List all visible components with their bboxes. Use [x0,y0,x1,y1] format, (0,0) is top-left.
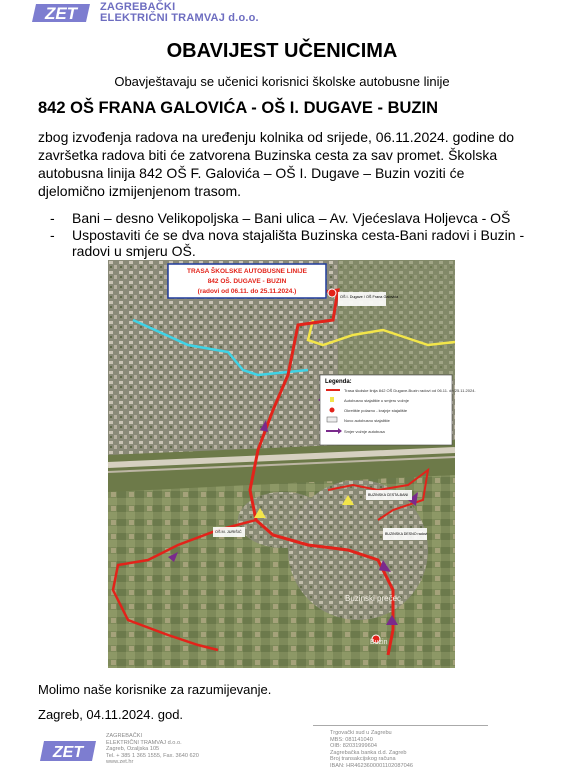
date-line: Zagreb, 04.11.2024. god. [38,707,184,722]
footer-registration [330,730,413,770]
notice-intro: Obavještavaju se učenici korisnici školske autobusne linije [114,74,450,89]
footer-divider [313,725,488,726]
closing-note: Molimo naše korisnike za razumijevanje. [38,682,272,697]
svg-text:Legenda:: Legenda: [325,379,352,385]
notice-title: OBAVIJEST UČENICIMA [166,40,398,62]
footer-line: Zagreb, Ozaljska 105 [106,746,160,753]
svg-text:TRASA ŠKOLSKE AUTOBUSNE LINIJE: TRASA ŠKOLSKE AUTOBUSNE LINIJE [186,268,308,275]
svg-text:BUZINSKA CESTA-BANI: BUZINSKA CESTA-BANI [368,493,409,497]
bus-line-title: 842 OŠ FRANA GALOVIĆA - OŠ I. DUGAVE - BUZIN [38,99,439,117]
svg-text:ZET: ZET [52,744,84,761]
footer-contact [106,733,199,766]
footer-line: Tel. + 385 1 365 1555, Fax. 3640 620 [106,752,199,759]
bullet-dash: - [50,210,55,226]
company-name-line2: ELEKTRIČNI TRAMVAJ d.o.o. [100,12,259,24]
page-footer [38,730,528,774]
list-item-text: Bani – desno Velikopoljska – Bani ulica – Av. Vjećeslava Holjevca - OŠ [72,210,511,226]
footer-line: OIB: 82031999604 [330,743,377,750]
company-name-line1: ZAGREBAČKI [100,1,176,13]
page-header [30,2,259,28]
footer-line: ZAGREBAČKI [106,733,143,739]
list-item [50,210,540,227]
svg-text:842 OŠ. DUGAVE - BUZIN: 842 OŠ. DUGAVE - BUZIN [207,278,287,285]
svg-text:Trasa školske linija 842 OŠ Du: Trasa školske linija 842 OŠ Dugave-Buzin radovi od 06.11. do 25.11.2024. [344,388,476,393]
svg-text:OŠ I. Dugave / OŠ Frana Galovi: OŠ I. Dugave / OŠ Frana Galovića [340,295,399,299]
svg-text:(radovi od 06.11. do 25.11.202: (radovi od 06.11. do 25.11.2024.) [197,288,297,295]
footer-line: ELEKTRIČNI TRAMVAJ d.o.o. [106,739,182,746]
route-changes-list [50,210,540,260]
svg-text:Autobusno stajalište u smjeru: Autobusno stajalište u smjeru vožnje [344,398,409,403]
route-map-image [108,260,476,668]
svg-text:BUZINSKA DESNO radovi: BUZINSKA DESNO radovi [385,532,428,536]
notice-body: zbog izvođenja radova na uređenju kolnika od srijede, 06.11.2024. godine do završetka radova biti će zatvorena Buzinska cesta za sav promet. Školska autobusna linija 842 OŠ F. Galovića – OŠ I. Dugave – Buzin voziti će djelomično izmijenjenom trasom. [38,129,515,199]
svg-text:Novo autobusno stajalište: Novo autobusno stajalište [344,418,390,423]
zet-footer-logo [38,738,98,764]
footer-line: Broj transakcijskog računa [330,756,396,763]
footer-line: Zagrebačka banka d.d. Zagreb [330,749,407,756]
zet-logo [30,2,92,24]
svg-text:Okretište polazno - krajnje st: Okretište polazno - krajnje stajalište [344,408,408,413]
svg-text:Buzin: Buzin [370,639,388,646]
svg-text:Smjer vožnje autobusa: Smjer vožnje autobusa [344,429,385,434]
svg-text:Buzinski prečec: Buzinski prečec [345,594,402,603]
footer-line: IBAN: HR4623600001102087046 [330,762,413,769]
list-item [50,227,540,260]
svg-text:ZET: ZET [44,4,78,23]
bullet-dash: - [50,226,55,243]
footer-line: Trgovački sud u Zagrebu [330,730,392,736]
company-name [100,2,259,24]
svg-text:OŠ M. JURIŠIĆ: OŠ M. JURIŠIĆ [215,530,242,534]
footer-line: MBS: 081141040 [330,736,373,743]
route-map [108,260,476,668]
footer-line: www.zet.hr [106,759,134,766]
list-item-text: Uspostaviti će se dva nova stajališta Buzinska cesta-Bani radovi i Buzin - radovi u smjeru OŠ. [72,226,525,259]
